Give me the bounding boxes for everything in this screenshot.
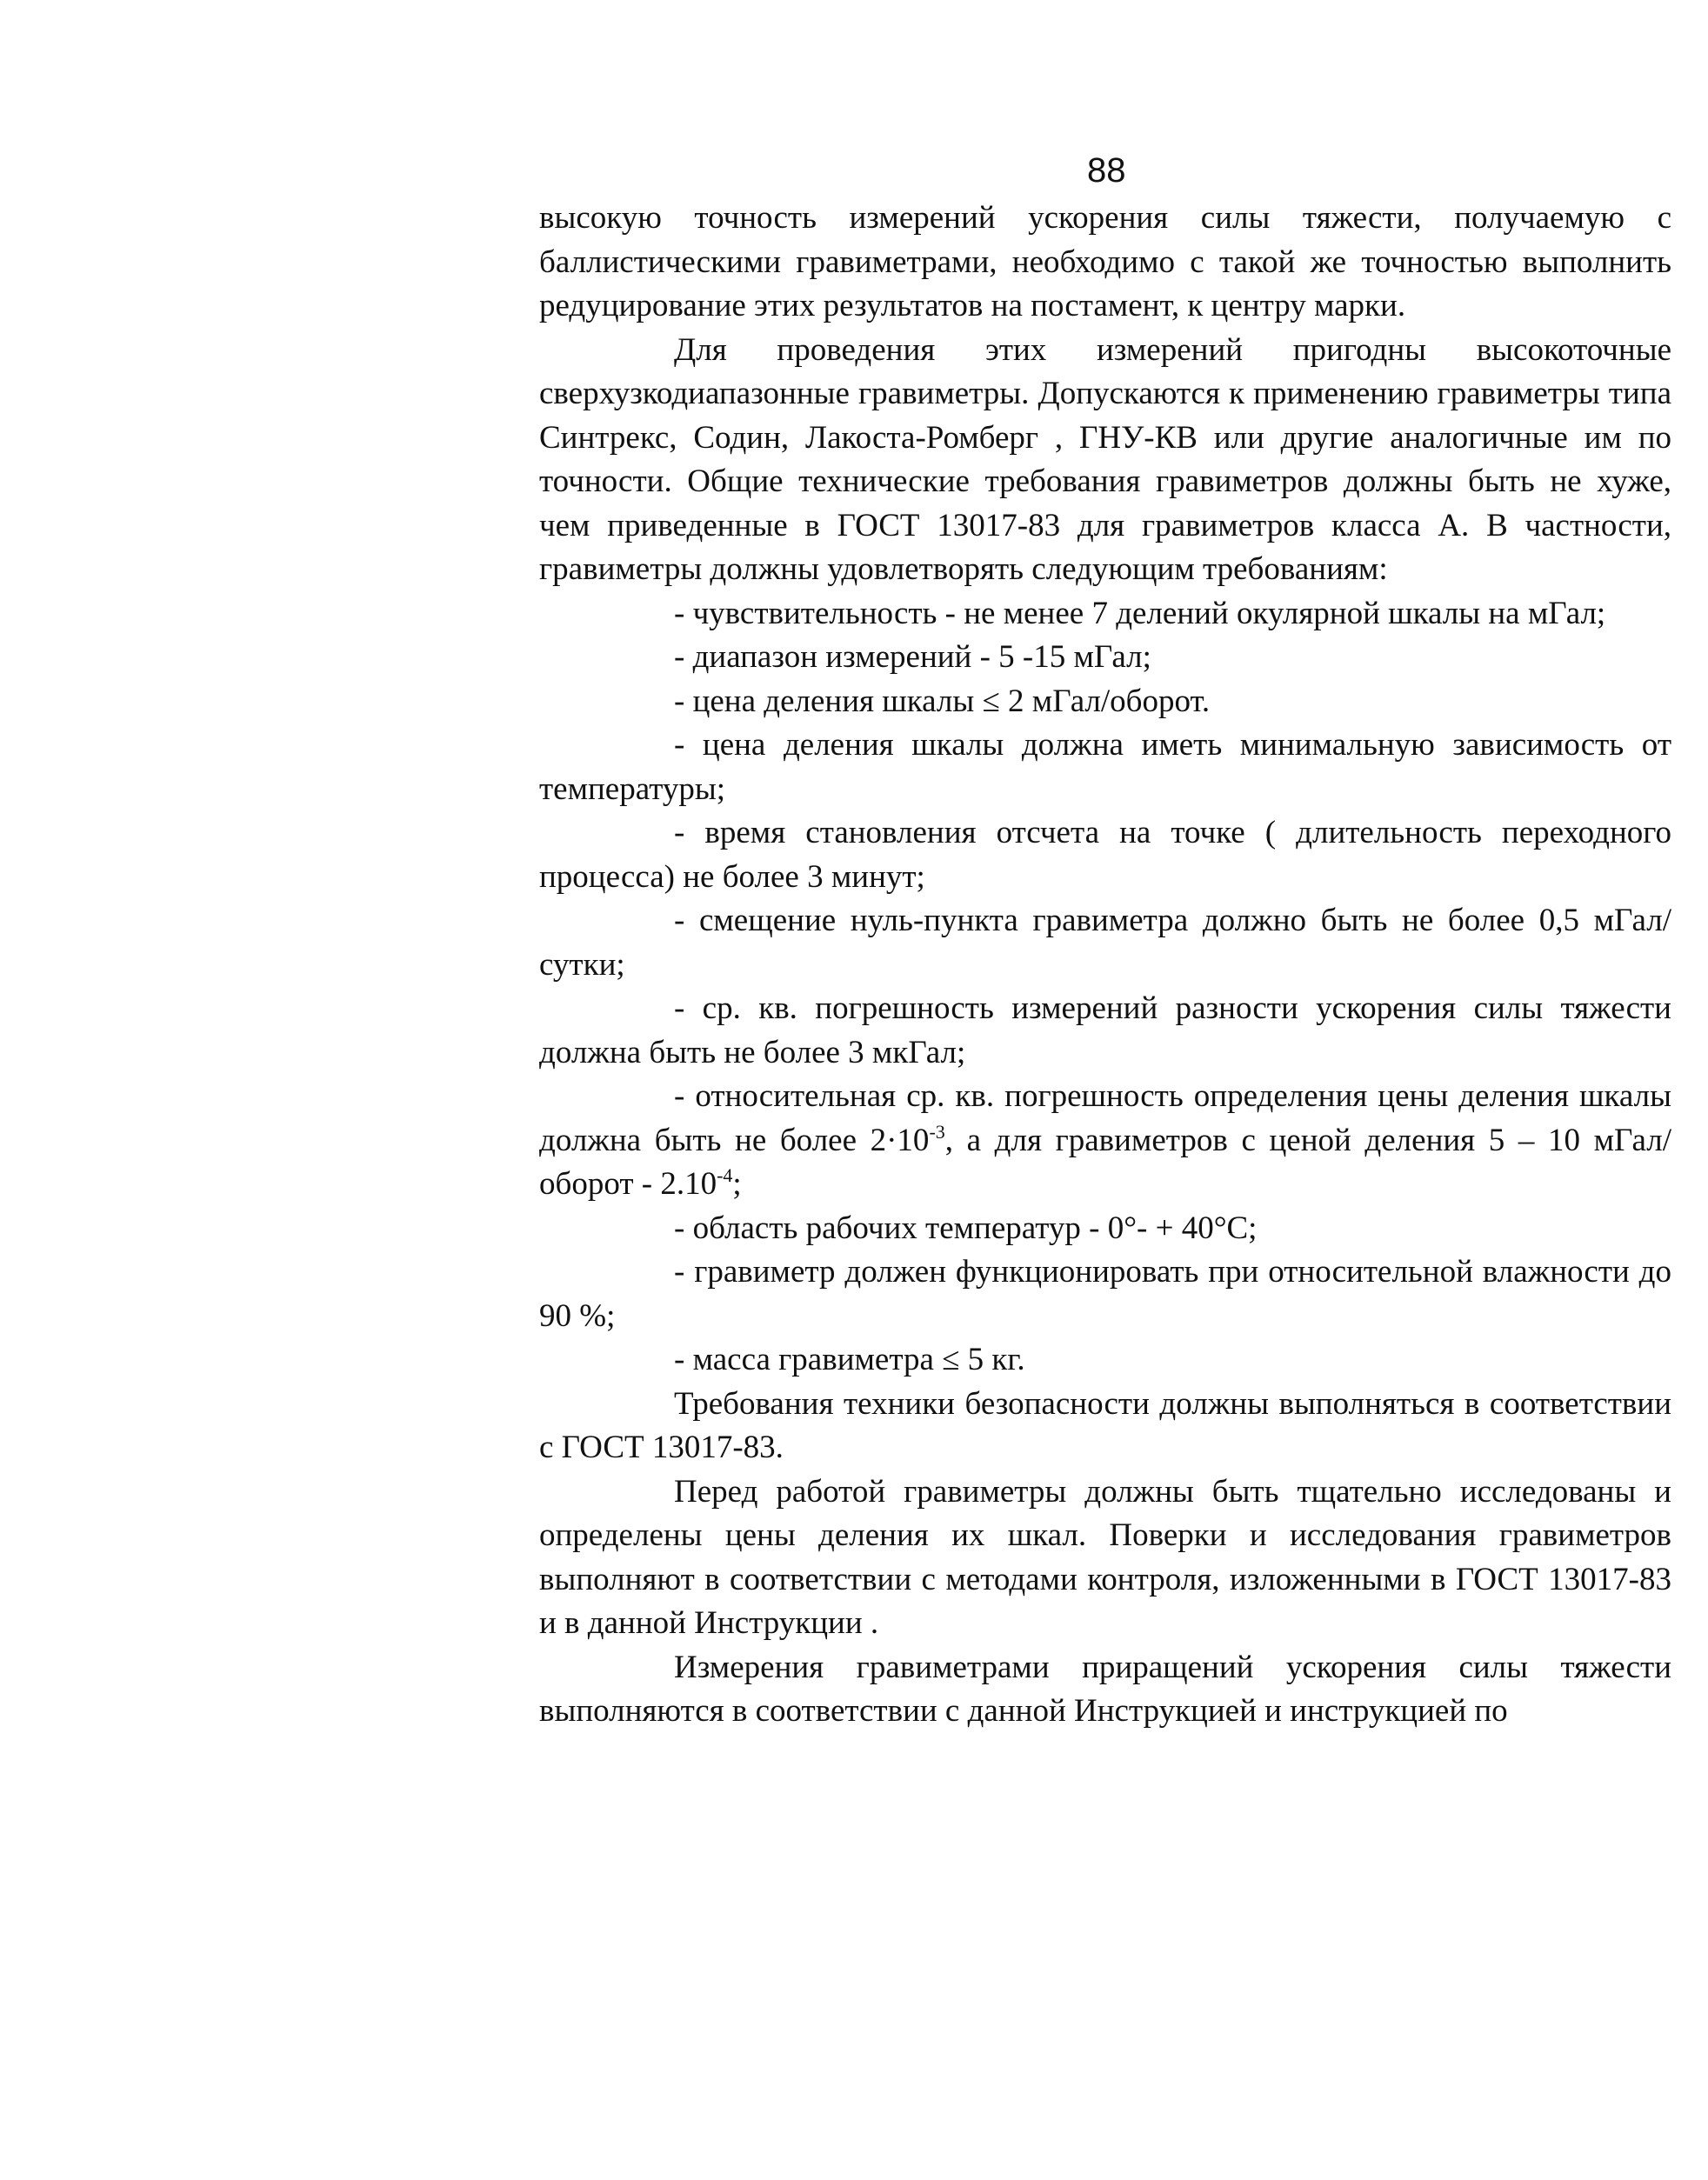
requirement-operating-temperature: - область рабочих температур - 0°- + 40°С;	[674, 1210, 1258, 1246]
requirement-sensitivity: - чувствительность - не менее 7 делений окулярной шкалы на мГал;	[674, 595, 1606, 631]
requirement-range: - диапазон измерений - 5 -15 мГал;	[674, 639, 1151, 675]
requirement-relative-scale-error-part2: , а для гравиметров с ценой деления 5 – 10 мГал/оборот - 2.10	[539, 1122, 1671, 1202]
exponent-minus-3: -3	[929, 1120, 945, 1143]
requirement-temperature-dependence: - цена деления шкалы должна иметь минимальную зависимость от температуры;	[539, 727, 1671, 807]
requirement-humidity: - гравиметр должен функционировать при относительной влажности до 90 %;	[539, 1254, 1671, 1334]
paragraph-safety: Требования техники безопасности должны выполняться в соответствии с ГОСТ 13017-83.	[539, 1385, 1671, 1465]
exponent-minus-4: -4	[717, 1164, 733, 1186]
page-number: 88	[1087, 151, 1126, 190]
requirement-rms-error: - ср. кв. погрешность измерений разности ускорения силы тяжести должна быть не более 3 мкГал;	[539, 990, 1671, 1070]
requirement-relative-scale-error-part3: ;	[732, 1166, 742, 1202]
paragraph-continuation: высокую точность измерений ускорения силы тяжести, получаемую с баллистическими гравиметрами, необходимо с такой же точностью выполнить редуцирование этих результатов на постамент, к центру марки.	[539, 200, 1671, 323]
requirement-relative-scale-error-part1: - относительная ср. кв. погрешность определения цены деления шкалы должна быть не более 2·10	[539, 1078, 1671, 1158]
requirement-mass: - масса гравиметра ≤ 5 кг.	[674, 1342, 1025, 1377]
requirement-scale-value: - цена деления шкалы ≤ 2 мГал/оборот.	[674, 683, 1211, 719]
requirement-zero-drift: - смещение нуль-пункта гравиметра должно быть не более 0,5 мГал/сутки;	[539, 903, 1671, 983]
paragraph-calibration: Перед работой гравиметры должны быть тщательно исследованы и определены цены деления их шкал. Поверки и исследования гравиметров выполняют в соответствии с методами контроля, изложенными в ГОСТ 13017-83 и в данной Инструкции .	[539, 1473, 1671, 1641]
requirement-relative-scale-error	[539, 1075, 1671, 1207]
requirement-settling-time: - время становления отсчета на точке ( длительность переходного процесса) не более 3 минут;	[539, 815, 1671, 895]
body-text	[539, 197, 1671, 1734]
paragraph-measurements: Измерения гравиметрами приращений ускорения силы тяжести выполняются в соответствии с данной Инструкцией и инструкцией по	[539, 1649, 1671, 1729]
paragraph-gravimeter-types: Для проведения этих измерений пригодны высокоточные сверхузкодиапазонные гравиметры. Допускаются к применению гравиметры типа Синтрекс, Содин, Лакоста-Ромберг , ГНУ-КВ или другие аналогичные им по точности. Общие технические требования гравиметров должны быть не хуже, чем приведенные в ГОСТ 13017-83 для гравиметров класса А. В частности, гравиметры должны удовлетворять следующим требованиям:	[539, 331, 1671, 587]
